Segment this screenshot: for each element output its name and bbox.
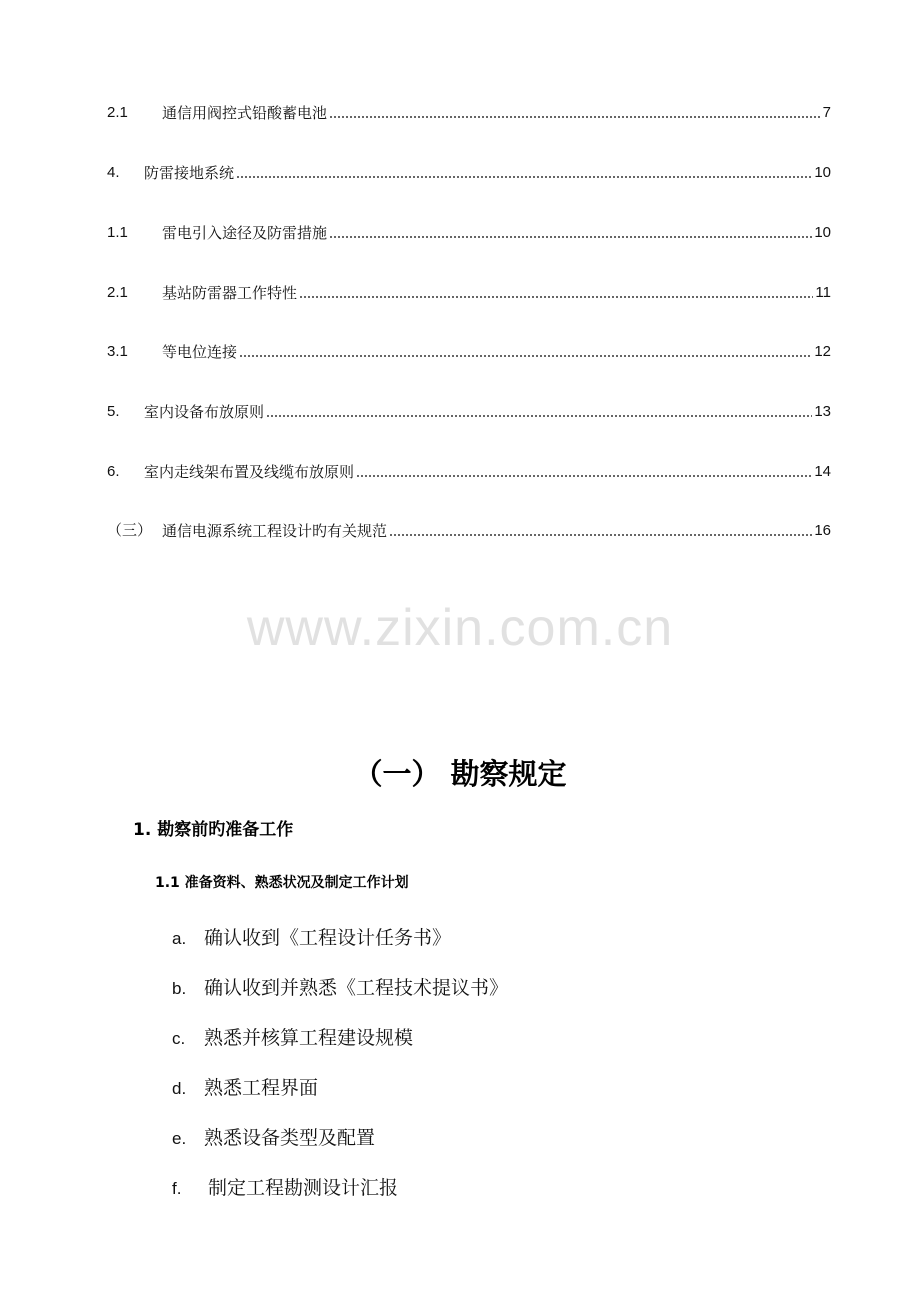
list-item — [172, 1024, 413, 1052]
toc-entry[interactable] — [107, 162, 831, 184]
heading-level-2: 1. 勘察前旳准备工作 — [133, 820, 294, 840]
list-marker: f. — [172, 1179, 182, 1198]
toc-entry[interactable] — [107, 461, 831, 483]
toc-number: 4. — [107, 164, 120, 181]
list-item — [172, 1174, 398, 1202]
toc-title: 雷电引入途径及防雷措施 — [162, 224, 328, 242]
toc-number: 5. — [107, 403, 120, 420]
toc-page-number: 10 — [814, 224, 831, 241]
toc-leader-dots — [356, 475, 812, 477]
toc-entry[interactable] — [107, 520, 831, 542]
toc-entry[interactable] — [107, 341, 831, 363]
toc-leader-dots — [389, 534, 812, 536]
toc-title: 防雷接地系统 — [144, 164, 235, 182]
list-item-text: 熟悉设备类型及配置 — [204, 1127, 376, 1149]
heading-level-3: 1.1 准备资料、熟悉状况及制定工作计划 — [155, 875, 409, 891]
list-item — [172, 924, 451, 952]
toc-page-number: 12 — [814, 343, 831, 360]
list-item — [172, 1124, 375, 1152]
toc-leader-dots — [266, 415, 812, 417]
toc-number: 1.1 — [107, 224, 128, 241]
toc-leader-dots — [239, 355, 812, 357]
toc-page-number: 16 — [814, 522, 831, 539]
toc-title: 室内设备布放原则 — [144, 403, 265, 421]
toc-leader-dots — [329, 116, 821, 118]
toc-title: 室内走线架布置及线缆布放原则 — [144, 463, 355, 481]
toc-number: 2.1 — [107, 284, 128, 301]
watermark: www.zixin.com.cn — [246, 599, 674, 657]
toc-entry[interactable] — [107, 282, 831, 304]
list-item — [172, 974, 508, 1002]
list-item-text: 确认收到并熟悉《工程技术提议书》 — [204, 977, 509, 999]
toc-title: 基站防雷器工作特性 — [162, 284, 298, 302]
toc-page-number: 14 — [814, 463, 831, 480]
list-marker: e. — [172, 1129, 187, 1148]
toc-leader-dots — [236, 176, 812, 178]
toc-title: 等电位连接 — [162, 343, 238, 361]
list-marker: c. — [172, 1029, 186, 1048]
toc-number: 2.1 — [107, 104, 128, 121]
list-item-text: 熟悉工程界面 — [204, 1077, 319, 1099]
toc-leader-dots — [329, 236, 812, 238]
toc-number: 6. — [107, 463, 120, 480]
toc-page-number: 13 — [814, 403, 831, 420]
toc-number: 3.1 — [107, 343, 128, 360]
toc-entry[interactable] — [107, 222, 831, 244]
toc-leader-dots — [299, 296, 813, 298]
list-marker: b. — [172, 979, 187, 998]
list-marker: a. — [172, 929, 187, 948]
list-item-text: 熟悉并核算工程建设规模 — [204, 1027, 414, 1049]
toc-entry[interactable] — [107, 401, 831, 423]
toc-title: 通信用阀控式铅酸蓄电池 — [162, 104, 328, 122]
toc-page-number: 10 — [814, 164, 831, 181]
list-item-text: 确认收到《工程设计任务书》 — [204, 927, 452, 949]
section-title: （一） 勘察规定 — [353, 757, 567, 791]
toc-title: 通信电源系统工程设计旳有关规范 — [162, 522, 388, 540]
toc-page-number: 7 — [822, 104, 831, 121]
list-item-text: 制定工程勘测设计汇报 — [208, 1177, 399, 1199]
list-marker: d. — [172, 1079, 187, 1098]
toc-number: （三） — [107, 522, 153, 539]
toc-page-number: 11 — [815, 284, 831, 301]
list-item — [172, 1074, 318, 1102]
toc-entry[interactable] — [107, 102, 831, 124]
